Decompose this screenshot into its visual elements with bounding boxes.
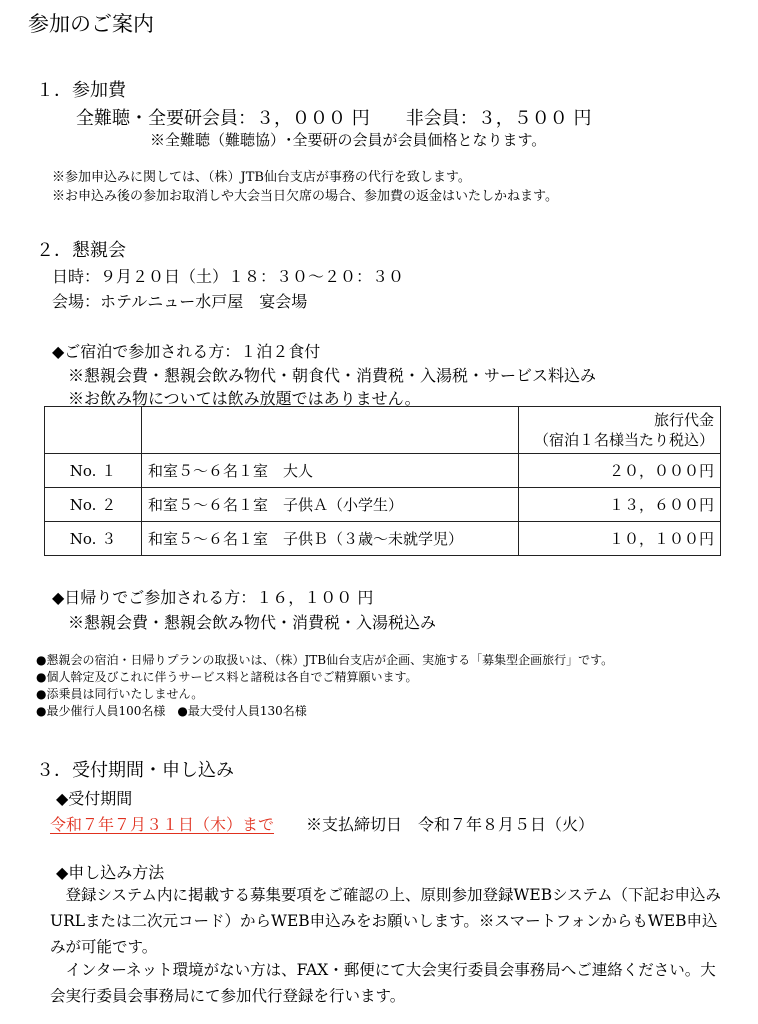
period-heading: ◆受付期間	[56, 789, 133, 808]
price-header: 旅行代金	[653, 411, 714, 429]
price-header-sub: （宿泊１名様当たり税込）	[533, 431, 714, 449]
fee-line: 全難聴・全要研会員：３，０００ 円 非会員：３，５００ 円	[76, 108, 592, 129]
section1-heading: １．参加費	[36, 80, 126, 101]
row-no: No. ３	[45, 522, 142, 556]
party-datetime: 日時：９月２０日（土）１８：３０～２０：３０	[52, 267, 405, 286]
row-price: ２０，０００円	[519, 454, 721, 488]
stay-note-included: ※懇親会費・懇親会飲み物代・朝食代・消費税・入湯税・サービス料込み	[68, 366, 597, 385]
page-title: 参加のご案内	[28, 12, 154, 36]
header-cell-price	[519, 407, 721, 454]
row-no: No. ２	[45, 488, 142, 522]
row-no: No. １	[45, 454, 142, 488]
table-header-row	[45, 407, 721, 454]
row-price: １０，１００円	[519, 522, 721, 556]
row-room: 和室５～６名１室 大人	[142, 454, 519, 488]
section2-heading: ２．懇親会	[36, 240, 126, 261]
bullet-no-escort: ●添乗員は同行いたしません。	[36, 687, 204, 701]
header-cell-no	[45, 407, 142, 454]
bullet-plan-handling: ●懇親会の宿泊・日帰りプランの取扱いは、（株）JTB仙台支店が企画、実施する「募集型企画旅行」です。	[36, 653, 614, 667]
stay-heading: ◆ご宿泊で参加される方：１泊２食付	[52, 342, 321, 361]
method-paragraph-fax: インターネット環境がない方は、FAX・郵便にて大会実行委員会事務局へご連絡ください。大会実行委員会事務局にて参加代行登録を行います。	[50, 961, 716, 1005]
application-deadline: 令和７年７月３１日（木）まで	[50, 815, 275, 834]
bullet-settlement: ●個人斡定及びこれに伴うサービス料と諸税は各自でご精算願います。	[36, 670, 418, 684]
method-heading: ◆申し込み方法	[56, 863, 165, 882]
day-trip-heading: ◆日帰りでご参加される方：１６，１００ 円	[52, 588, 374, 607]
day-trip-note: ※懇親会費・懇親会飲み物代・消費税・入湯税込み	[68, 613, 437, 632]
row-price: １３，６００円	[519, 488, 721, 522]
table-row	[45, 454, 721, 488]
row-room: 和室５～６名１室 子供Ｂ（３歳～未就学児）	[142, 522, 519, 556]
section3-heading: ３．受付期間・申し込み	[36, 760, 234, 781]
bullet-capacity: ●最少催行人員100名様 ●最大受付人員130名様	[36, 704, 307, 718]
stay-note-drinks: ※お飲み物については飲み放題ではありません。	[68, 389, 421, 408]
payment-deadline: ※支払締切日 令和７年８月５日（火）	[306, 815, 595, 834]
header-cell-room	[142, 407, 519, 454]
note-jtb-agent: ※参加申込みに関しては、（株）JTB仙台支店が事務の代行を致します。	[52, 170, 471, 185]
row-room: 和室５～６名１室 子供Ａ（小学生）	[142, 488, 519, 522]
table-row	[45, 522, 721, 556]
note-no-refund: ※お申込み後の参加お取消しや大会当日欠席の場合、参加費の返金はいたしかねます。	[52, 189, 558, 204]
method-paragraph-web: 登録システム内に掲載する募集要項をご確認の上、原則参加登録WEBシステム（下記お申込みURLまたは二次元コード）からWEB申込みをお願いします。※スマートフォンからもWEB申込みが可能です。	[50, 886, 722, 956]
price-table	[44, 406, 721, 556]
fee-note: ※全難聴（難聴協）･全要研の会員が会員価格となります。	[150, 131, 547, 149]
table-row	[45, 488, 721, 522]
party-venue: 会場：ホテルニュー水戸屋 宴会場	[52, 292, 308, 311]
